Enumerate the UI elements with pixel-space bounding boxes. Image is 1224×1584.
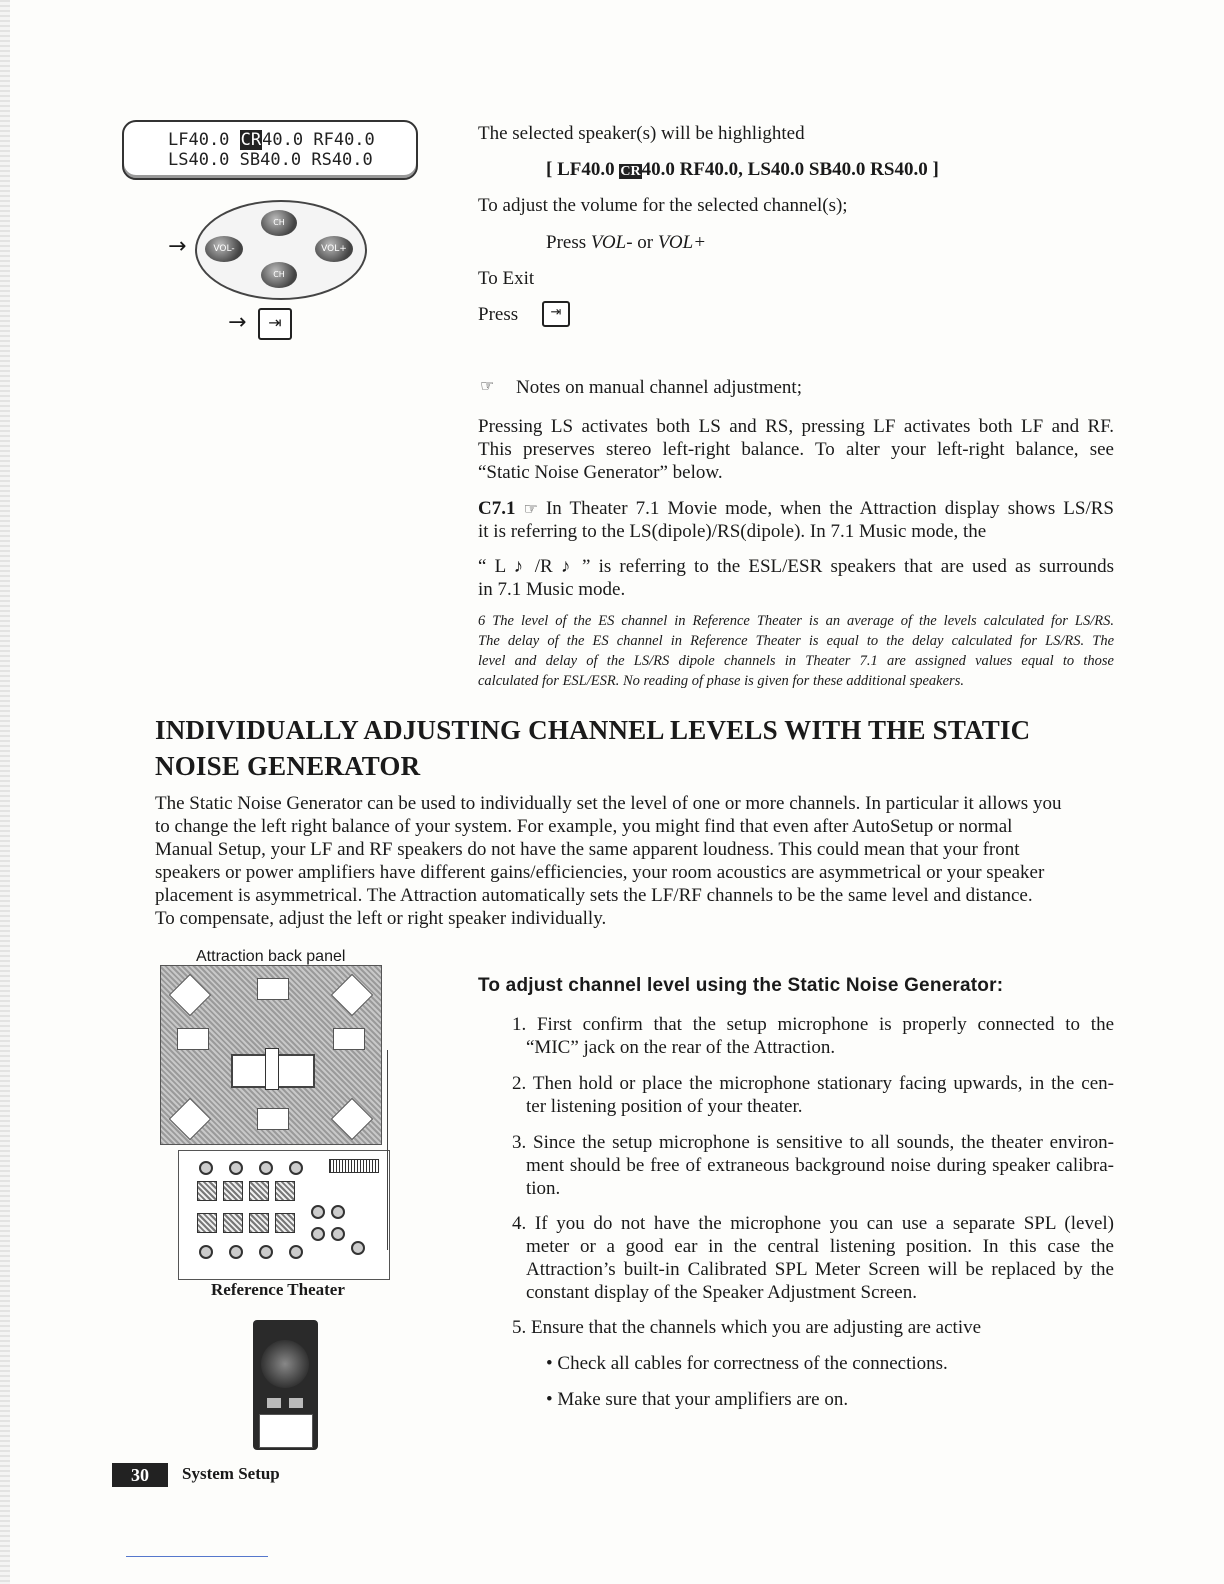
section-line-3: Manual Setup, your LF and RF speakers do not have the same apparent loudness. This could mean that your front bbox=[155, 839, 1020, 860]
footnote-line-4: calculated for ESL/ESR. No reading of phase is given for these additional speakers. bbox=[478, 673, 964, 689]
speaker-center bbox=[257, 978, 289, 1000]
rca-jack bbox=[259, 1161, 273, 1175]
figure-caption-top: Attraction back panel bbox=[196, 948, 346, 965]
note-line-2: This preserves stereo left-right balance. To alter your left-right balance, see bbox=[478, 439, 1114, 460]
mic-jack bbox=[351, 1241, 365, 1255]
c71-line-3: “ L ♪ /R ♪ ” is referring to the ESL/ESR speakers that are used as surrounds bbox=[478, 556, 1114, 577]
lcd-rf: RF40.0 bbox=[313, 130, 375, 150]
rca-jack bbox=[199, 1245, 213, 1259]
speaker-lf bbox=[169, 974, 211, 1016]
speaker-ls bbox=[177, 1028, 209, 1050]
spl-meter bbox=[253, 1320, 318, 1450]
rca-jack bbox=[331, 1205, 345, 1219]
c71-line-4: in 7.1 Music mode. bbox=[478, 579, 626, 600]
lcd-ls: LS40.0 bbox=[168, 150, 230, 170]
step-5: 5. Ensure that the channels which you are adjusting are active bbox=[512, 1317, 982, 1338]
step-1-line-2: “MIC” jack on the rear of the Attraction. bbox=[526, 1037, 836, 1058]
note-title: Notes on manual channel adjustment; bbox=[516, 377, 802, 398]
rca-jack bbox=[229, 1161, 243, 1175]
speaker-rs bbox=[333, 1028, 365, 1050]
press-word: Press bbox=[546, 232, 591, 253]
xlr-connector bbox=[223, 1181, 243, 1201]
rca-jack bbox=[199, 1161, 213, 1175]
vol-minus-button[interactable]: VOL- bbox=[205, 236, 243, 262]
lcd-rs: RS40.0 bbox=[311, 150, 373, 170]
step-4-line-1: 4. If you do not have the microphone you can use a separate SPL (level) bbox=[512, 1213, 1114, 1234]
section-line-5: placement is asymmetrical. The Attraction automatically sets the LF/RF channels to be the same level and distance. bbox=[155, 885, 1033, 906]
step-4 bbox=[512, 1212, 1114, 1304]
remote-keypad bbox=[195, 200, 367, 300]
xlr-connector bbox=[197, 1213, 217, 1233]
c71-paragraph bbox=[478, 497, 1114, 601]
lcd-sb: SB40.0 bbox=[239, 150, 302, 170]
c71-label: C7.1 bbox=[478, 498, 516, 519]
speaker-esl bbox=[169, 1098, 211, 1140]
c71-line-2: it is referring to the LS(dipole)/RS(dipole). In 7.1 Music mode, the bbox=[478, 521, 987, 542]
step-4-line-2: meter or a good ear in the central listening position. In this case the bbox=[526, 1236, 1114, 1257]
footnote-line-2: The delay of the ES channel in Reference Theater is equal to the delay calculated for LS/RS. The bbox=[478, 633, 1114, 649]
footnote bbox=[478, 611, 1114, 691]
lcd-display bbox=[122, 120, 418, 180]
microphone-stand bbox=[265, 1048, 279, 1090]
lcd-readout-line bbox=[546, 158, 939, 183]
speaker-sb bbox=[257, 1108, 289, 1130]
section-line-4: speakers or power amplifiers have different gains/efficiencies, your room acoustics are asymmetrical or your speaker bbox=[155, 862, 1045, 883]
lcd-cr-highlight: CR bbox=[240, 130, 262, 150]
bottom-rule bbox=[126, 1556, 268, 1557]
xlr-connector bbox=[275, 1181, 295, 1201]
arrow-right-icon: → bbox=[168, 234, 187, 259]
rca-jack bbox=[229, 1245, 243, 1259]
step-1-line-1: 1. First confirm that the setup microphone is properly connected to the bbox=[512, 1014, 1114, 1035]
arrow-right-icon: → bbox=[228, 310, 247, 335]
readout-open: [ LF40.0 bbox=[546, 159, 620, 180]
bullet-cables: • Check all cables for correctness of the connections. bbox=[546, 1353, 948, 1374]
step-2 bbox=[512, 1072, 1114, 1118]
lcd-row-1 bbox=[168, 130, 375, 150]
to-exit-line: To Exit bbox=[478, 268, 535, 289]
exit-key[interactable]: ⇥ bbox=[258, 308, 292, 340]
step-4-line-3: Attraction’s built-in Calibrated SPL Meter Screen will be replaced by the bbox=[526, 1259, 1114, 1280]
note-line-3: “Static Noise Generator” below. bbox=[478, 462, 723, 483]
vol-plus-label: VOL+ bbox=[657, 232, 707, 253]
section-heading-line-1: INDIVIDUALLY ADJUSTING CHANNEL LEVELS WITH THE STATIC bbox=[155, 715, 1031, 745]
section-line-2: to change the left right balance of your system. For example, you might find that even after AutoSetup or normal bbox=[155, 816, 1013, 837]
c71-line-1 bbox=[478, 497, 1114, 520]
xlr-connector bbox=[197, 1181, 217, 1201]
readout-rest: 40.0 RF40.0, LS40.0 SB40.0 RS40.0 ] bbox=[641, 159, 939, 180]
vol-minus-label: VOL- bbox=[590, 232, 633, 253]
rca-jack bbox=[289, 1245, 303, 1259]
footnote-line-1: 6 The level of the ES channel in Reference Theater is an average of the levels calculated for LS/RS. bbox=[478, 613, 1114, 629]
mic-cable-line bbox=[387, 1050, 388, 1250]
step-3-line-1: 3. Since the setup microphone is sensitive to all sounds, the theater environ- bbox=[512, 1132, 1114, 1153]
section-paragraph bbox=[155, 792, 1115, 930]
adjust-volume-line: To adjust the volume for the selected channel(s); bbox=[478, 195, 848, 216]
speaker-rf bbox=[331, 974, 373, 1016]
exit-key-inline: ⇥ bbox=[542, 301, 570, 327]
rca-jack bbox=[259, 1245, 273, 1259]
press-line: Press bbox=[478, 304, 519, 325]
press-vol-line bbox=[546, 231, 706, 254]
page-number: 30 bbox=[112, 1463, 168, 1487]
footnote-line-3: level and delay of the LS/RS dipole channels in Theater 7.1 are assigned values equal to those bbox=[478, 653, 1114, 669]
xlr-connector bbox=[249, 1181, 269, 1201]
note-hand-icon: ☞ bbox=[480, 376, 495, 395]
figure-caption-bottom: Reference Theater bbox=[211, 1280, 345, 1299]
vol-plus-button[interactable]: VOL+ bbox=[315, 236, 353, 262]
or-word: or bbox=[632, 232, 658, 253]
readout-cr-highlight: CR bbox=[620, 164, 641, 179]
meter-switch bbox=[289, 1398, 303, 1408]
bullet-amplifiers: • Make sure that your amplifiers are on. bbox=[546, 1389, 849, 1410]
ch-up-button[interactable]: CH bbox=[261, 210, 297, 236]
rca-jack bbox=[289, 1161, 303, 1175]
back-panel bbox=[178, 1150, 390, 1280]
step-2-line-1: 2. Then hold or place the microphone stationary facing upwards, in the cen- bbox=[512, 1073, 1114, 1094]
section-line-6: To compensate, adjust the left or right speaker individually. bbox=[155, 908, 607, 929]
rs232-port bbox=[329, 1159, 379, 1173]
xlr-connector bbox=[249, 1213, 269, 1233]
meter-switch bbox=[267, 1398, 281, 1408]
rca-jack bbox=[311, 1205, 325, 1219]
procedure-title: To adjust channel level using the Static Noise Generator: bbox=[478, 975, 1004, 996]
step-4-line-4: constant display of the Speaker Adjustment Screen. bbox=[526, 1282, 917, 1303]
note-hand-icon: ☞ bbox=[523, 499, 538, 518]
ch-down-button[interactable]: CH bbox=[261, 262, 297, 288]
step-3-line-2: ment should be free of extraneous background noise during speaker calibra- bbox=[526, 1155, 1114, 1176]
xlr-connector bbox=[223, 1213, 243, 1233]
footer-section: System Setup bbox=[182, 1464, 280, 1483]
note-line-1: Pressing LS activates both LS and RS, pressing LF activates both LF and RF. bbox=[478, 416, 1114, 437]
note-paragraph bbox=[478, 415, 1114, 484]
section-heading-line-2: NOISE GENERATOR bbox=[155, 751, 421, 781]
scan-edge bbox=[0, 0, 10, 1584]
highlight-line: The selected speaker(s) will be highlighted bbox=[478, 123, 805, 144]
room-diagram bbox=[160, 965, 382, 1145]
step-3-line-3: tion. bbox=[526, 1178, 561, 1199]
c71-line-1-text: In Theater 7.1 Movie mode, when the Attraction display shows LS/RS bbox=[545, 498, 1114, 519]
step-3 bbox=[512, 1131, 1114, 1200]
section-line-1: The Static Noise Generator can be used to individually set the level of one or more channels. In particular it allows you bbox=[155, 793, 1062, 814]
xlr-connector bbox=[275, 1213, 295, 1233]
lcd-cr-value: 40.0 bbox=[262, 130, 304, 150]
lcd-lf: LF40.0 bbox=[168, 130, 230, 150]
step-2-line-2: ter listening position of your theater. bbox=[526, 1096, 803, 1117]
rca-jack bbox=[311, 1227, 325, 1241]
rca-jack bbox=[331, 1227, 345, 1241]
meter-dial bbox=[259, 1414, 313, 1448]
lcd-row-2 bbox=[168, 150, 373, 170]
step-1 bbox=[512, 1013, 1114, 1059]
speaker-esr bbox=[331, 1098, 373, 1140]
meter-knob bbox=[261, 1340, 309, 1388]
